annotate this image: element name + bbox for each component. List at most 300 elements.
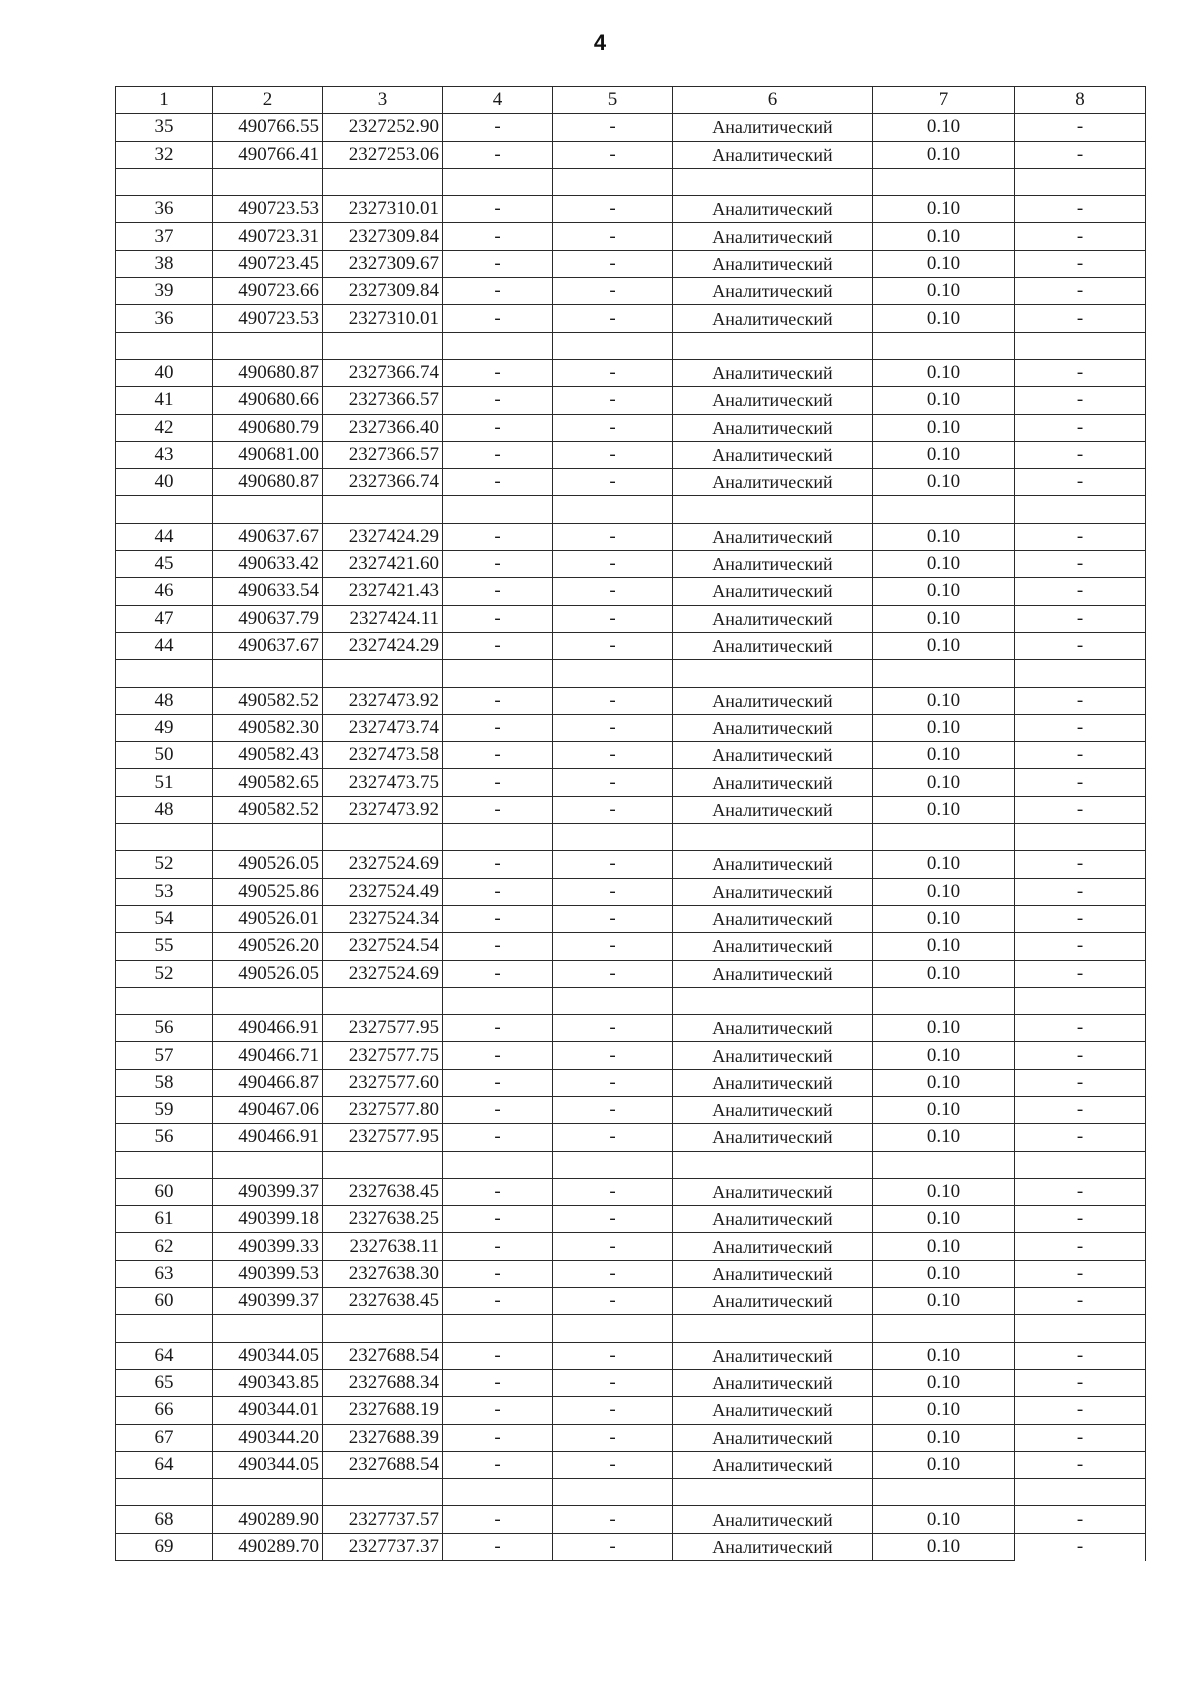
method-cell: Аналитический (673, 1178, 873, 1205)
column-8-cell: - (1015, 1342, 1146, 1369)
empty-cell (213, 660, 323, 687)
empty-cell (443, 1479, 553, 1506)
method-cell: Аналитический (673, 387, 873, 414)
method-cell: Аналитический (673, 960, 873, 987)
column-8-cell: - (1015, 414, 1146, 441)
accuracy-cell: 0.10 (873, 1096, 1015, 1123)
column-5-cell: - (553, 359, 673, 386)
y-coordinate-cell: 2327253.06 (323, 141, 443, 168)
point-number-cell: 48 (116, 687, 213, 714)
empty-cell (116, 168, 213, 195)
y-coordinate-cell: 2327577.60 (323, 1069, 443, 1096)
y-coordinate-cell: 2327638.45 (323, 1288, 443, 1315)
column-4-cell: - (443, 1206, 553, 1233)
table-row (116, 1260, 1146, 1287)
x-coordinate-cell: 490723.53 (213, 196, 323, 223)
accuracy-cell: 0.10 (873, 469, 1015, 496)
accuracy-cell: 0.10 (873, 223, 1015, 250)
x-coordinate-cell: 490399.18 (213, 1206, 323, 1233)
y-coordinate-cell: 2327688.19 (323, 1397, 443, 1424)
point-number-cell: 46 (116, 578, 213, 605)
empty-cell (553, 987, 673, 1014)
point-number-cell: 44 (116, 632, 213, 659)
empty-cell (213, 168, 323, 195)
accuracy-cell: 0.10 (873, 1288, 1015, 1315)
method-cell: Аналитический (673, 605, 873, 632)
empty-cell (323, 1151, 443, 1178)
column-5-cell: - (553, 632, 673, 659)
accuracy-cell: 0.10 (873, 196, 1015, 223)
column-4-cell: - (443, 1042, 553, 1069)
method-cell: Аналитический (673, 905, 873, 932)
y-coordinate-cell: 2327638.25 (323, 1206, 443, 1233)
point-number-cell: 68 (116, 1506, 213, 1533)
table-row (116, 1369, 1146, 1396)
column-5-cell: - (553, 1342, 673, 1369)
column-4-cell: - (443, 414, 553, 441)
accuracy-cell: 0.10 (873, 933, 1015, 960)
column-4-cell: - (443, 605, 553, 632)
page-number: 4 (593, 30, 607, 55)
accuracy-cell: 0.10 (873, 742, 1015, 769)
column-5-cell: - (553, 1042, 673, 1069)
header-row (116, 87, 1146, 114)
point-number-cell: 44 (116, 523, 213, 550)
empty-cell (673, 1151, 873, 1178)
column-4-cell: - (443, 114, 553, 141)
column-5-cell: - (553, 1506, 673, 1533)
column-5-cell: - (553, 441, 673, 468)
column-4-cell: - (443, 1533, 553, 1560)
column-5-cell: - (553, 223, 673, 250)
column-8-cell: - (1015, 1533, 1146, 1560)
column-8-cell: - (1015, 278, 1146, 305)
column-4-cell: - (443, 1124, 553, 1151)
x-coordinate-cell: 490766.55 (213, 114, 323, 141)
accuracy-cell: 0.10 (873, 387, 1015, 414)
column-8-cell: - (1015, 114, 1146, 141)
point-number-cell: 64 (116, 1451, 213, 1478)
method-cell: Аналитический (673, 469, 873, 496)
empty-cell (116, 660, 213, 687)
method-cell: Аналитический (673, 414, 873, 441)
accuracy-cell: 0.10 (873, 141, 1015, 168)
empty-cell (213, 1479, 323, 1506)
x-coordinate-cell: 490399.53 (213, 1260, 323, 1287)
column-5-cell: - (553, 196, 673, 223)
y-coordinate-cell: 2327309.84 (323, 223, 443, 250)
separator-row (116, 168, 1146, 195)
accuracy-cell: 0.10 (873, 1069, 1015, 1096)
column-4-cell: - (443, 141, 553, 168)
column-4-cell: - (443, 1288, 553, 1315)
table-row (116, 1397, 1146, 1424)
point-number-cell: 39 (116, 278, 213, 305)
y-coordinate-cell: 2327524.54 (323, 933, 443, 960)
column-5-cell: - (553, 605, 673, 632)
column-4-cell: - (443, 469, 553, 496)
column-8-cell: - (1015, 1015, 1146, 1042)
column-8-cell: - (1015, 578, 1146, 605)
method-cell: Аналитический (673, 1015, 873, 1042)
x-coordinate-cell: 490582.65 (213, 769, 323, 796)
column-5-cell: - (553, 141, 673, 168)
x-coordinate-cell: 490680.87 (213, 359, 323, 386)
column-4-cell: - (443, 1451, 553, 1478)
point-number-cell: 38 (116, 250, 213, 277)
column-5-cell: - (553, 1233, 673, 1260)
point-number-cell: 50 (116, 742, 213, 769)
method-cell: Аналитический (673, 1424, 873, 1451)
point-number-cell: 66 (116, 1397, 213, 1424)
empty-cell (116, 1151, 213, 1178)
point-number-cell: 53 (116, 878, 213, 905)
empty-cell (873, 1479, 1015, 1506)
x-coordinate-cell: 490289.70 (213, 1533, 323, 1560)
column-5-cell: - (553, 523, 673, 550)
empty-cell (1015, 1315, 1146, 1342)
table-row (116, 632, 1146, 659)
header-cell: 5 (553, 87, 673, 114)
column-8-cell: - (1015, 714, 1146, 741)
x-coordinate-cell: 490723.45 (213, 250, 323, 277)
table-row (116, 1042, 1146, 1069)
point-number-cell: 43 (116, 441, 213, 468)
table-row (116, 1096, 1146, 1123)
method-cell: Аналитический (673, 742, 873, 769)
separator-row (116, 660, 1146, 687)
column-5-cell: - (553, 1369, 673, 1396)
empty-cell (553, 824, 673, 851)
point-number-cell: 48 (116, 796, 213, 823)
point-number-cell: 52 (116, 960, 213, 987)
header-cell: 3 (323, 87, 443, 114)
column-8-cell: - (1015, 1397, 1146, 1424)
accuracy-cell: 0.10 (873, 1124, 1015, 1151)
empty-cell (1015, 987, 1146, 1014)
column-4-cell: - (443, 1015, 553, 1042)
accuracy-cell: 0.10 (873, 523, 1015, 550)
table-row (116, 196, 1146, 223)
column-8-cell: - (1015, 469, 1146, 496)
empty-cell (553, 496, 673, 523)
accuracy-cell: 0.10 (873, 250, 1015, 277)
column-8-cell: - (1015, 605, 1146, 632)
point-number-cell: 58 (116, 1069, 213, 1096)
point-number-cell: 52 (116, 851, 213, 878)
table-row (116, 1206, 1146, 1233)
x-coordinate-cell: 490723.31 (213, 223, 323, 250)
empty-cell (116, 824, 213, 851)
accuracy-cell: 0.10 (873, 687, 1015, 714)
column-4-cell: - (443, 796, 553, 823)
point-number-cell: 69 (116, 1533, 213, 1560)
empty-cell (673, 987, 873, 1014)
y-coordinate-cell: 2327473.74 (323, 714, 443, 741)
method-cell: Аналитический (673, 1069, 873, 1096)
point-number-cell: 61 (116, 1206, 213, 1233)
y-coordinate-cell: 2327473.92 (323, 687, 443, 714)
method-cell: Аналитический (673, 278, 873, 305)
table-row (116, 742, 1146, 769)
accuracy-cell: 0.10 (873, 1342, 1015, 1369)
y-coordinate-cell: 2327366.40 (323, 414, 443, 441)
accuracy-cell: 0.10 (873, 1178, 1015, 1205)
column-4-cell: - (443, 1233, 553, 1260)
point-number-cell: 57 (116, 1042, 213, 1069)
header-cell: 6 (673, 87, 873, 114)
y-coordinate-cell: 2327424.11 (323, 605, 443, 632)
accuracy-cell: 0.10 (873, 1015, 1015, 1042)
method-cell: Аналитический (673, 1124, 873, 1151)
method-cell: Аналитический (673, 1397, 873, 1424)
x-coordinate-cell: 490466.91 (213, 1015, 323, 1042)
empty-cell (1015, 168, 1146, 195)
column-4-cell: - (443, 523, 553, 550)
x-coordinate-cell: 490582.30 (213, 714, 323, 741)
column-8-cell: - (1015, 1424, 1146, 1451)
method-cell: Аналитический (673, 1096, 873, 1123)
y-coordinate-cell: 2327366.74 (323, 359, 443, 386)
x-coordinate-cell: 490582.43 (213, 742, 323, 769)
y-coordinate-cell: 2327737.57 (323, 1506, 443, 1533)
y-coordinate-cell: 2327638.11 (323, 1233, 443, 1260)
table-row (116, 769, 1146, 796)
empty-cell (443, 496, 553, 523)
accuracy-cell: 0.10 (873, 278, 1015, 305)
column-4-cell: - (443, 1342, 553, 1369)
x-coordinate-cell: 490526.05 (213, 851, 323, 878)
empty-cell (873, 660, 1015, 687)
x-coordinate-cell: 490466.87 (213, 1069, 323, 1096)
column-5-cell: - (553, 878, 673, 905)
table-row (116, 714, 1146, 741)
empty-cell (553, 1315, 673, 1342)
header-cell: 2 (213, 87, 323, 114)
column-8-cell: - (1015, 960, 1146, 987)
column-4-cell: - (443, 1369, 553, 1396)
table-row (116, 905, 1146, 932)
empty-cell (323, 987, 443, 1014)
point-number-cell: 32 (116, 141, 213, 168)
accuracy-cell: 0.10 (873, 851, 1015, 878)
column-8-cell: - (1015, 1178, 1146, 1205)
table-row (116, 141, 1146, 168)
header-cell: 7 (873, 87, 1015, 114)
table-row (116, 278, 1146, 305)
column-8-cell: - (1015, 878, 1146, 905)
empty-cell (553, 660, 673, 687)
table-row (116, 605, 1146, 632)
column-4-cell: - (443, 905, 553, 932)
column-8-cell: - (1015, 141, 1146, 168)
header-cell: 4 (443, 87, 553, 114)
coordinates-table (115, 86, 1146, 1561)
method-cell: Аналитический (673, 769, 873, 796)
x-coordinate-cell: 490399.37 (213, 1178, 323, 1205)
column-5-cell: - (553, 414, 673, 441)
y-coordinate-cell: 2327421.60 (323, 551, 443, 578)
point-number-cell: 45 (116, 551, 213, 578)
table-row (116, 1124, 1146, 1151)
accuracy-cell: 0.10 (873, 359, 1015, 386)
empty-cell (673, 824, 873, 851)
x-coordinate-cell: 490680.66 (213, 387, 323, 414)
empty-cell (553, 332, 673, 359)
empty-cell (213, 332, 323, 359)
empty-cell (323, 660, 443, 687)
empty-cell (116, 987, 213, 1014)
column-8-cell: - (1015, 359, 1146, 386)
y-coordinate-cell: 2327310.01 (323, 305, 443, 332)
column-4-cell: - (443, 851, 553, 878)
header-cell: 1 (116, 87, 213, 114)
y-coordinate-cell: 2327737.37 (323, 1533, 443, 1560)
point-number-cell: 60 (116, 1288, 213, 1315)
empty-cell (323, 168, 443, 195)
empty-cell (1015, 1479, 1146, 1506)
x-coordinate-cell: 490526.05 (213, 960, 323, 987)
column-5-cell: - (553, 769, 673, 796)
y-coordinate-cell: 2327366.57 (323, 441, 443, 468)
y-coordinate-cell: 2327366.57 (323, 387, 443, 414)
column-8-cell: - (1015, 1233, 1146, 1260)
column-5-cell: - (553, 1260, 673, 1287)
accuracy-cell: 0.10 (873, 796, 1015, 823)
column-5-cell: - (553, 469, 673, 496)
column-4-cell: - (443, 878, 553, 905)
x-coordinate-cell: 490633.54 (213, 578, 323, 605)
y-coordinate-cell: 2327309.84 (323, 278, 443, 305)
column-5-cell: - (553, 1069, 673, 1096)
table-row (116, 359, 1146, 386)
empty-cell (443, 1315, 553, 1342)
accuracy-cell: 0.10 (873, 605, 1015, 632)
point-number-cell: 37 (116, 223, 213, 250)
accuracy-cell: 0.10 (873, 114, 1015, 141)
method-cell: Аналитический (673, 359, 873, 386)
empty-cell (673, 1479, 873, 1506)
table-row (116, 1233, 1146, 1260)
empty-cell (443, 987, 553, 1014)
x-coordinate-cell: 490680.87 (213, 469, 323, 496)
point-number-cell: 42 (116, 414, 213, 441)
x-coordinate-cell: 490723.66 (213, 278, 323, 305)
y-coordinate-cell: 2327577.95 (323, 1015, 443, 1042)
empty-cell (116, 1315, 213, 1342)
column-4-cell: - (443, 1397, 553, 1424)
table-row (116, 551, 1146, 578)
column-8-cell: - (1015, 441, 1146, 468)
column-4-cell: - (443, 687, 553, 714)
empty-cell (323, 824, 443, 851)
table-row (116, 1015, 1146, 1042)
method-cell: Аналитический (673, 1533, 873, 1560)
column-8-cell: - (1015, 523, 1146, 550)
column-4-cell: - (443, 1424, 553, 1451)
column-5-cell: - (553, 796, 673, 823)
x-coordinate-cell: 490723.53 (213, 305, 323, 332)
empty-cell (553, 168, 673, 195)
empty-cell (116, 332, 213, 359)
x-coordinate-cell: 490343.85 (213, 1369, 323, 1396)
column-5-cell: - (553, 387, 673, 414)
column-8-cell: - (1015, 1506, 1146, 1533)
separator-row (116, 1479, 1146, 1506)
x-coordinate-cell: 490526.01 (213, 905, 323, 932)
column-5-cell: - (553, 1015, 673, 1042)
accuracy-cell: 0.10 (873, 1506, 1015, 1533)
column-4-cell: - (443, 632, 553, 659)
x-coordinate-cell: 490344.20 (213, 1424, 323, 1451)
column-5-cell: - (553, 114, 673, 141)
point-number-cell: 60 (116, 1178, 213, 1205)
point-number-cell: 47 (116, 605, 213, 632)
empty-cell (673, 1315, 873, 1342)
x-coordinate-cell: 490466.71 (213, 1042, 323, 1069)
x-coordinate-cell: 490344.05 (213, 1451, 323, 1478)
y-coordinate-cell: 2327524.34 (323, 905, 443, 932)
column-5-cell: - (553, 551, 673, 578)
empty-cell (213, 496, 323, 523)
y-coordinate-cell: 2327424.29 (323, 632, 443, 659)
y-coordinate-cell: 2327688.39 (323, 1424, 443, 1451)
empty-cell (323, 496, 443, 523)
point-number-cell: 59 (116, 1096, 213, 1123)
y-coordinate-cell: 2327524.69 (323, 851, 443, 878)
method-cell: Аналитический (673, 551, 873, 578)
y-coordinate-cell: 2327638.45 (323, 1178, 443, 1205)
accuracy-cell: 0.10 (873, 769, 1015, 796)
column-8-cell: - (1015, 387, 1146, 414)
column-4-cell: - (443, 769, 553, 796)
column-4-cell: - (443, 278, 553, 305)
table-row (116, 687, 1146, 714)
point-number-cell: 56 (116, 1124, 213, 1151)
empty-cell (213, 1151, 323, 1178)
method-cell: Аналитический (673, 933, 873, 960)
column-8-cell: - (1015, 196, 1146, 223)
empty-cell (673, 660, 873, 687)
y-coordinate-cell: 2327638.30 (323, 1260, 443, 1287)
table-row (116, 1288, 1146, 1315)
column-8-cell: - (1015, 1369, 1146, 1396)
column-4-cell: - (443, 933, 553, 960)
method-cell: Аналитический (673, 796, 873, 823)
empty-cell (443, 332, 553, 359)
x-coordinate-cell: 490582.52 (213, 687, 323, 714)
column-4-cell: - (443, 1260, 553, 1287)
column-8-cell: - (1015, 851, 1146, 878)
y-coordinate-cell: 2327310.01 (323, 196, 443, 223)
accuracy-cell: 0.10 (873, 905, 1015, 932)
accuracy-cell: 0.10 (873, 1206, 1015, 1233)
y-coordinate-cell: 2327688.34 (323, 1369, 443, 1396)
accuracy-cell: 0.10 (873, 714, 1015, 741)
column-8-cell: - (1015, 250, 1146, 277)
column-4-cell: - (443, 578, 553, 605)
point-number-cell: 49 (116, 714, 213, 741)
column-4-cell: - (443, 714, 553, 741)
y-coordinate-cell: 2327424.29 (323, 523, 443, 550)
y-coordinate-cell: 2327473.92 (323, 796, 443, 823)
method-cell: Аналитический (673, 1233, 873, 1260)
table-row (116, 441, 1146, 468)
column-5-cell: - (553, 933, 673, 960)
accuracy-cell: 0.10 (873, 441, 1015, 468)
point-number-cell: 36 (116, 196, 213, 223)
empty-cell (213, 1315, 323, 1342)
